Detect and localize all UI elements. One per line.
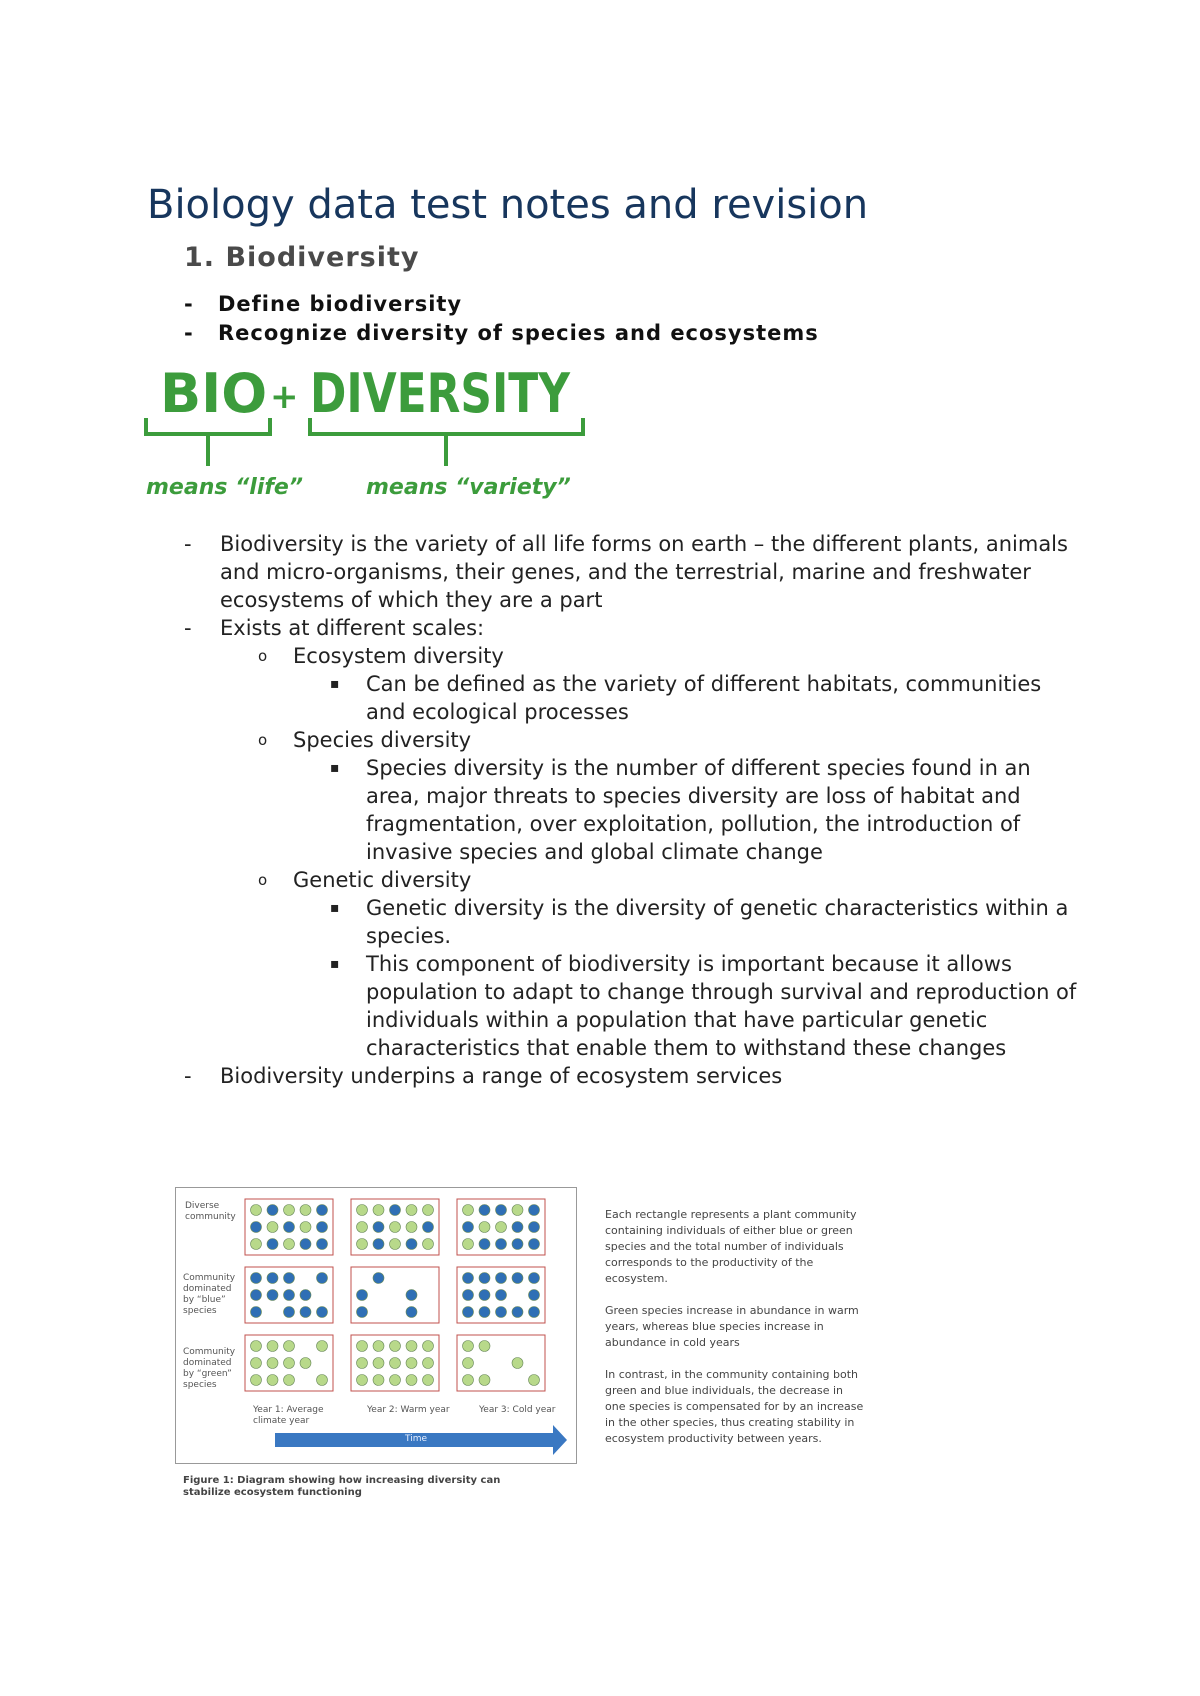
green-individual <box>300 1358 311 1369</box>
green-individual <box>357 1358 368 1369</box>
square-bullet: ▪ <box>330 900 340 916</box>
green-individual <box>251 1358 262 1369</box>
blue-individual <box>496 1273 507 1284</box>
note-text: Species diversity is the number of different species found in an area, major threats to species diversity are loss of habitat and fragmentation, over exploitation, pollution, the introduction of invasive species and global climate change <box>366 756 1031 864</box>
green-individual <box>529 1375 540 1386</box>
blue-individual <box>251 1273 262 1284</box>
section-heading: 1. Biodiversity <box>184 242 420 273</box>
blue-individual <box>373 1273 384 1284</box>
blue-individual <box>496 1239 507 1250</box>
objective-item <box>184 292 819 321</box>
green-individual <box>390 1375 401 1386</box>
blue-individual <box>251 1222 262 1233</box>
green-individual <box>317 1375 328 1386</box>
bio-diversity-graphic <box>140 362 600 502</box>
green-individual <box>463 1205 474 1216</box>
blue-individual <box>317 1239 328 1250</box>
blue-individual <box>479 1205 490 1216</box>
plus-sign: + <box>270 377 299 417</box>
green-individual <box>357 1205 368 1216</box>
diversity-bracket <box>310 418 583 466</box>
blue-individual <box>373 1222 384 1233</box>
note-text: Genetic diversity <box>293 868 472 892</box>
blue-individual <box>251 1307 262 1318</box>
blue-individual <box>496 1290 507 1301</box>
year-label: Year 3: Cold year <box>479 1405 556 1415</box>
blue-individual <box>267 1273 278 1284</box>
list-item <box>184 670 1084 726</box>
green-individual <box>317 1341 328 1352</box>
green-individual <box>357 1341 368 1352</box>
blue-individual <box>390 1205 401 1216</box>
row-label: Diverse community <box>185 1201 236 1222</box>
note-text: Ecosystem diversity <box>293 644 504 668</box>
blue-individual <box>512 1273 523 1284</box>
note-text: Can be defined as the variety of different habitats, communities and ecological processes <box>366 672 1042 724</box>
list-item <box>184 950 1084 1062</box>
explanation-paragraph: Green species increase in abundance in warm years, whereas blue species increase in abundance in cold years <box>605 1304 859 1349</box>
notes-list <box>184 530 1084 1090</box>
blue-individual <box>284 1307 295 1318</box>
diversity-figure <box>175 1187 881 1507</box>
green-individual <box>373 1205 384 1216</box>
figure-explanation <box>605 1207 865 1463</box>
blue-individual <box>357 1290 368 1301</box>
blue-individual <box>463 1290 474 1301</box>
green-individual <box>423 1375 434 1386</box>
note-text: Biodiversity is the variety of all life forms on earth – the different plants, animals and micro-organisms, their genes, and the terrestrial, marine and freshwater ecosystems of which they are a part <box>220 532 1068 612</box>
blue-individual <box>479 1290 490 1301</box>
list-item <box>184 894 1084 950</box>
green-individual <box>267 1341 278 1352</box>
explanation-paragraph: Each rectangle represents a plant community containing individuals of either blue or green species and the total number of individuals corresponds to the productivity of the ecosystem. <box>605 1208 857 1285</box>
objective-text: Define biodiversity <box>218 292 463 316</box>
blue-individual <box>479 1239 490 1250</box>
row-label: Community dominated by “blue” species <box>183 1273 236 1316</box>
blue-individual <box>463 1273 474 1284</box>
objective-item <box>184 321 819 350</box>
green-individual <box>463 1375 474 1386</box>
list-item <box>184 866 1084 894</box>
green-individual <box>284 1239 295 1250</box>
green-individual <box>357 1375 368 1386</box>
blue-individual <box>406 1290 417 1301</box>
blue-individual <box>529 1222 540 1233</box>
list-item <box>184 614 1084 642</box>
list-item <box>184 530 1084 614</box>
blue-individual <box>300 1290 311 1301</box>
objectives-list <box>184 292 819 350</box>
dash-bullet: - <box>184 532 192 556</box>
blue-individual <box>512 1239 523 1250</box>
blue-individual <box>406 1307 417 1318</box>
list-item <box>184 726 1084 754</box>
year-label: Year 2: Warm year <box>367 1405 450 1415</box>
blue-individual <box>267 1290 278 1301</box>
circle-bullet: o <box>258 871 268 889</box>
blue-individual <box>357 1307 368 1318</box>
green-individual <box>390 1239 401 1250</box>
green-individual <box>284 1375 295 1386</box>
bio-word: BIO <box>160 362 268 425</box>
green-individual <box>512 1358 523 1369</box>
dash-bullet: - <box>184 616 192 640</box>
blue-individual <box>463 1222 474 1233</box>
time-label: Time <box>405 1434 428 1444</box>
green-individual <box>300 1222 311 1233</box>
blue-individual <box>300 1307 311 1318</box>
green-individual <box>423 1239 434 1250</box>
green-individual <box>406 1205 417 1216</box>
means-variety-label: means “variety” <box>366 475 571 500</box>
blue-individual <box>529 1239 540 1250</box>
green-individual <box>406 1222 417 1233</box>
blue-individual <box>284 1273 295 1284</box>
list-item <box>184 754 1084 866</box>
green-individual <box>390 1358 401 1369</box>
year-label: Year 1: Average climate year <box>253 1405 324 1426</box>
square-bullet: ▪ <box>330 760 340 776</box>
blue-individual <box>496 1307 507 1318</box>
blue-individual <box>529 1273 540 1284</box>
blue-individual <box>373 1239 384 1250</box>
blue-individual <box>406 1239 417 1250</box>
page-title: Biology data test notes and revision <box>147 182 869 228</box>
objective-text: Recognize diversity of species and ecosystems <box>218 321 819 345</box>
green-individual <box>463 1341 474 1352</box>
green-individual <box>479 1341 490 1352</box>
note-text: Exists at different scales: <box>220 616 485 640</box>
blue-individual <box>423 1222 434 1233</box>
green-individual <box>463 1358 474 1369</box>
green-individual <box>423 1341 434 1352</box>
green-individual <box>423 1358 434 1369</box>
green-individual <box>463 1239 474 1250</box>
green-individual <box>251 1375 262 1386</box>
green-individual <box>267 1358 278 1369</box>
blue-individual <box>267 1239 278 1250</box>
green-individual <box>284 1341 295 1352</box>
green-individual <box>284 1205 295 1216</box>
blue-individual <box>251 1290 262 1301</box>
square-bullet: ▪ <box>330 676 340 692</box>
note-text: Biodiversity underpins a range of ecosystem services <box>220 1064 783 1088</box>
green-individual <box>390 1222 401 1233</box>
diversity-word: DIVERSITY <box>310 362 571 425</box>
blue-individual <box>463 1307 474 1318</box>
note-text: Genetic diversity is the diversity of genetic characteristics within a species. <box>366 896 1069 948</box>
explanation-paragraph: In contrast, in the community containing both green and blue individuals, the decrease in one species is compensated for by an increase in the other species, thus creating stability in ecosystem productivity between years. <box>605 1368 864 1445</box>
green-individual <box>406 1341 417 1352</box>
bio-bracket <box>146 418 270 466</box>
blue-individual <box>529 1205 540 1216</box>
green-individual <box>357 1239 368 1250</box>
green-individual <box>300 1205 311 1216</box>
blue-individual <box>300 1239 311 1250</box>
blue-individual <box>267 1205 278 1216</box>
figure-caption: Figure 1: Diagram showing how increasing diversity can stabilize ecosystem functioning <box>183 1475 501 1498</box>
green-individual <box>406 1375 417 1386</box>
green-individual <box>357 1222 368 1233</box>
green-individual <box>284 1358 295 1369</box>
green-individual <box>373 1341 384 1352</box>
list-item <box>184 642 1084 670</box>
dash-bullet: - <box>184 321 194 345</box>
blue-individual <box>284 1290 295 1301</box>
green-individual <box>267 1375 278 1386</box>
green-individual <box>251 1341 262 1352</box>
blue-individual <box>317 1205 328 1216</box>
row-label: Community dominated by “green” species <box>183 1347 236 1390</box>
green-individual <box>512 1205 523 1216</box>
green-individual <box>406 1358 417 1369</box>
blue-individual <box>317 1273 328 1284</box>
blue-individual <box>479 1273 490 1284</box>
note-text: Species diversity <box>293 728 472 752</box>
green-individual <box>267 1222 278 1233</box>
community-grid <box>175 1187 585 1472</box>
blue-individual <box>317 1222 328 1233</box>
green-individual <box>479 1375 490 1386</box>
green-individual <box>251 1205 262 1216</box>
list-item <box>184 1062 1084 1090</box>
circle-bullet: o <box>258 731 268 749</box>
blue-individual <box>529 1307 540 1318</box>
blue-individual <box>512 1222 523 1233</box>
means-life-label: means “life” <box>146 475 304 500</box>
green-individual <box>423 1205 434 1216</box>
green-individual <box>496 1222 507 1233</box>
blue-individual <box>512 1307 523 1318</box>
note-text: This component of biodiversity is important because it allows population to adapt to change through survival and reproduction of individuals within a population that have particular genetic characteristics that enable them to withstand these changes <box>366 952 1077 1060</box>
green-individual <box>390 1341 401 1352</box>
blue-individual <box>496 1205 507 1216</box>
blue-individual <box>479 1307 490 1318</box>
circle-bullet: o <box>258 647 268 665</box>
blue-individual <box>317 1307 328 1318</box>
green-individual <box>373 1375 384 1386</box>
green-individual <box>373 1358 384 1369</box>
green-individual <box>479 1222 490 1233</box>
blue-individual <box>529 1290 540 1301</box>
green-individual <box>251 1239 262 1250</box>
blue-individual <box>284 1222 295 1233</box>
square-bullet: ▪ <box>330 956 340 972</box>
dash-bullet: - <box>184 1064 192 1088</box>
dash-bullet: - <box>184 292 194 316</box>
